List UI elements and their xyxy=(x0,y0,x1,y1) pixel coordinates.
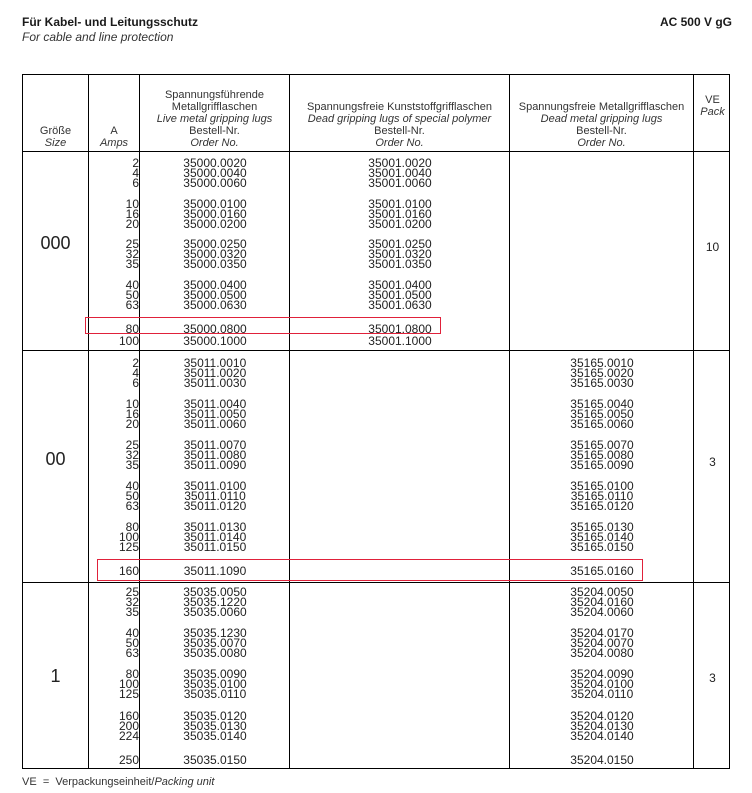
section-rule xyxy=(23,582,729,583)
amps-cell: 6 xyxy=(132,376,139,390)
order-number: 35011.0030 xyxy=(183,376,247,390)
order-number: 35035.0110 xyxy=(183,687,247,701)
amps-cell: 224 xyxy=(118,729,139,743)
order-number: 35165.0080 xyxy=(570,448,634,462)
group-live xyxy=(140,481,290,511)
group-metal xyxy=(510,628,694,658)
order-number: 35000.0200 xyxy=(183,217,247,231)
order-number: 35204.0070 xyxy=(570,636,634,650)
group-metal xyxy=(510,399,694,429)
order-number: 35165.0120 xyxy=(570,499,634,513)
highlight-amps-cell: 80 xyxy=(125,322,139,336)
amps-cell: 125 xyxy=(118,687,139,701)
amps-cell: 10 xyxy=(125,197,139,211)
group-live xyxy=(140,358,290,388)
footer-de: Verpackungseinheit/ xyxy=(55,776,155,788)
order-number: 35165.0020 xyxy=(570,366,634,380)
order-number: 35165.0040 xyxy=(570,397,634,411)
header-amps-de: A xyxy=(110,125,118,137)
last-order-number: 35204.0150 xyxy=(570,753,634,767)
pack-1: 3 xyxy=(709,671,716,685)
amps-cell: 32 xyxy=(125,595,139,609)
header-metal xyxy=(510,75,693,151)
order-number: 35011.0010 xyxy=(183,356,247,370)
order-number: 35035.0070 xyxy=(183,636,247,650)
header-metal-order-en: Order No. xyxy=(577,137,626,149)
group-polymer xyxy=(290,280,510,310)
header-rating: AC 500 V gG xyxy=(659,15,732,29)
header-subtitle: For cable and line protection xyxy=(22,30,174,44)
order-number: 35204.0100 xyxy=(570,677,634,691)
pack-00: 3 xyxy=(709,455,716,469)
header-rule xyxy=(23,151,729,152)
order-number: 35000.0020 xyxy=(183,156,247,170)
header-amps xyxy=(89,75,139,151)
order-number: 35001.0160 xyxy=(368,207,432,221)
highlight-order-number: 35000.0800 xyxy=(183,322,247,336)
amps-cell: 10 xyxy=(125,397,139,411)
header-metal-order-de: Bestell-Nr. xyxy=(576,125,627,137)
group-amps xyxy=(89,669,139,699)
order-number: 35011.0080 xyxy=(183,448,247,462)
order-number: 35000.0250 xyxy=(183,237,247,251)
group-amps xyxy=(89,358,139,388)
group-amps xyxy=(89,280,139,310)
order-number: 35165.0030 xyxy=(570,376,634,390)
order-number: 35204.0130 xyxy=(570,719,634,733)
order-number: 35000.0350 xyxy=(183,257,247,271)
group-amps xyxy=(89,239,139,269)
order-number: 35000.0320 xyxy=(183,247,247,261)
order-number: 35165.0010 xyxy=(570,356,634,370)
header-pack-de: VE xyxy=(705,94,720,106)
order-number: 35011.0050 xyxy=(183,407,247,421)
order-number: 35035.0050 xyxy=(183,585,247,599)
header-title: Für Kabel- und Leitungsschutz xyxy=(22,15,198,29)
group-polymer xyxy=(290,239,510,269)
order-number: 35035.0120 xyxy=(183,709,247,723)
amps-cell: 25 xyxy=(125,585,139,599)
order-number: 35011.0100 xyxy=(183,479,247,493)
header-size xyxy=(23,75,88,151)
order-number: 35000.0500 xyxy=(183,288,247,302)
group-live xyxy=(140,522,290,552)
amps-cell: 35 xyxy=(125,458,139,472)
group-live xyxy=(140,280,290,310)
group-amps xyxy=(89,587,139,617)
header-polymer-en: Dead gripping lugs of special polymer xyxy=(307,113,492,125)
group-amps xyxy=(89,711,139,741)
order-number: 35204.0110 xyxy=(570,687,634,701)
group-live xyxy=(140,199,290,229)
amps-cell: 4 xyxy=(132,166,139,180)
order-number: 35165.0050 xyxy=(570,407,634,421)
highlight-amps-cell: 160 xyxy=(118,564,139,578)
group-live xyxy=(140,711,290,741)
order-number: 35035.0060 xyxy=(183,605,247,619)
order-number: 35204.0060 xyxy=(570,605,634,619)
order-number: 35165.0090 xyxy=(570,458,634,472)
amps-cell: 125 xyxy=(118,540,139,554)
order-number: 35001.0320 xyxy=(368,247,432,261)
amps-cell: 40 xyxy=(125,626,139,640)
order-number: 35011.0120 xyxy=(183,499,247,513)
order-number: 35001.0250 xyxy=(368,237,432,251)
order-number: 35011.0020 xyxy=(183,366,247,380)
order-number: 35001.0200 xyxy=(368,217,432,231)
group-metal xyxy=(510,358,694,388)
group-polymer xyxy=(290,158,510,188)
group-metal xyxy=(510,481,694,511)
header-polymer-order-en: Order No. xyxy=(375,137,424,149)
order-number: 35001.0040 xyxy=(368,166,432,180)
highlight-order-number: 35165.0160 xyxy=(570,564,634,578)
order-number: 35001.0400 xyxy=(368,278,432,292)
order-number: 35035.0080 xyxy=(183,646,247,660)
order-number: 35165.0110 xyxy=(570,489,634,503)
order-number: 35204.0120 xyxy=(570,709,634,723)
header-amps-en: Amps xyxy=(99,137,129,149)
order-number: 35204.0140 xyxy=(570,729,634,743)
group-amps xyxy=(89,199,139,229)
amps-cell: 160 xyxy=(118,709,139,723)
amps-cell: 80 xyxy=(125,667,139,681)
header-live-order-de: Bestell-Nr. xyxy=(189,125,240,137)
group-live xyxy=(140,440,290,470)
header-metal-l1: Spannungsfreie Metallgrifflaschen xyxy=(518,101,685,113)
header-metal-en: Dead metal gripping lugs xyxy=(540,113,663,125)
header-polymer-l1: Spannungsfreie Kunststoffgrifflaschen xyxy=(307,101,492,113)
header-polymer xyxy=(290,75,509,151)
amps-cell: 35 xyxy=(125,257,139,271)
order-number: 35011.0150 xyxy=(183,540,247,554)
order-number: 35035.1230 xyxy=(183,626,247,640)
amps-cell: 35 xyxy=(125,605,139,619)
group-amps xyxy=(89,628,139,658)
amps-cell: 32 xyxy=(125,448,139,462)
order-number: 35165.0150 xyxy=(570,540,634,554)
order-number: 35001.0630 xyxy=(368,298,432,312)
last-order-number: 35001.1000 xyxy=(368,334,432,348)
last-amps-cell: 100 xyxy=(118,334,139,348)
group-live xyxy=(140,669,290,699)
amps-cell: 50 xyxy=(125,288,139,302)
last-amps-cell: 250 xyxy=(118,753,139,767)
order-number: 35000.0100 xyxy=(183,197,247,211)
header-pack xyxy=(694,75,731,151)
header-live-l1: Spannungsführende xyxy=(164,89,265,101)
footer-legend xyxy=(22,776,214,788)
section-rule xyxy=(23,350,729,351)
order-number: 35000.0630 xyxy=(183,298,247,312)
group-live xyxy=(140,158,290,188)
order-number: 35204.0050 xyxy=(570,585,634,599)
footer-abbr: VE xyxy=(22,776,37,788)
header-live xyxy=(140,75,289,151)
amps-cell: 63 xyxy=(125,646,139,660)
order-number: 35011.0140 xyxy=(183,530,247,544)
group-metal xyxy=(510,669,694,699)
highlight-order-number: 35001.0800 xyxy=(368,322,432,336)
group-amps xyxy=(89,481,139,511)
amps-cell: 63 xyxy=(125,298,139,312)
order-number: 35011.0070 xyxy=(183,438,247,452)
highlight-order-number: 35011.1090 xyxy=(183,564,247,578)
header-live-order-en: Order No. xyxy=(190,137,239,149)
last-order-number: 35035.0150 xyxy=(183,753,247,767)
amps-cell: 20 xyxy=(125,417,139,431)
order-number: 35011.0060 xyxy=(183,417,247,431)
order-number: 35001.0020 xyxy=(368,156,432,170)
amps-cell: 20 xyxy=(125,217,139,231)
amps-cell: 40 xyxy=(125,479,139,493)
order-number: 35000.0160 xyxy=(183,207,247,221)
group-amps xyxy=(89,440,139,470)
order-number: 35035.0090 xyxy=(183,667,247,681)
order-number: 35011.0130 xyxy=(183,520,247,534)
header-size-de: Größe xyxy=(39,125,72,137)
order-number: 35204.0170 xyxy=(570,626,634,640)
amps-cell: 80 xyxy=(125,520,139,534)
group-metal xyxy=(510,522,694,552)
amps-cell: 63 xyxy=(125,499,139,513)
order-number: 35011.0110 xyxy=(184,489,246,503)
order-number: 35165.0130 xyxy=(570,520,634,534)
size-00: 00 xyxy=(45,449,66,469)
group-metal xyxy=(510,587,694,617)
amps-cell: 25 xyxy=(125,237,139,251)
amps-cell: 16 xyxy=(125,407,139,421)
pack-000: 10 xyxy=(705,240,720,254)
amps-cell: 2 xyxy=(132,356,139,370)
order-number: 35000.0060 xyxy=(183,176,247,190)
header-pack-en: Pack xyxy=(700,106,725,118)
amps-cell: 100 xyxy=(118,677,139,691)
group-amps xyxy=(89,158,139,188)
amps-cell: 4 xyxy=(132,366,139,380)
order-number: 35000.0400 xyxy=(183,278,247,292)
amps-cell: 40 xyxy=(125,278,139,292)
order-number: 35035.0130 xyxy=(183,719,247,733)
amps-cell: 2 xyxy=(132,156,139,170)
group-live xyxy=(140,628,290,658)
group-amps xyxy=(89,522,139,552)
footer-en: Packing unit xyxy=(154,776,215,788)
order-number: 35165.0100 xyxy=(570,479,634,493)
order-number: 35165.0140 xyxy=(570,530,634,544)
group-live xyxy=(140,239,290,269)
order-number: 35165.0060 xyxy=(570,417,634,431)
amps-cell: 16 xyxy=(125,207,139,221)
order-number: 35001.0350 xyxy=(368,257,432,271)
order-number: 35011.0090 xyxy=(183,458,247,472)
amps-cell: 50 xyxy=(125,636,139,650)
group-live xyxy=(140,587,290,617)
order-number: 35035.1220 xyxy=(183,595,247,609)
amps-cell: 6 xyxy=(132,176,139,190)
order-number: 35035.0140 xyxy=(183,729,247,743)
order-number: 35035.0100 xyxy=(183,677,247,691)
footer-eq: = xyxy=(42,776,50,788)
group-metal xyxy=(510,711,694,741)
order-number: 35204.0160 xyxy=(570,595,634,609)
amps-cell: 50 xyxy=(125,489,139,503)
group-amps xyxy=(89,399,139,429)
order-number: 35001.0500 xyxy=(368,288,432,302)
header-size-en: Size xyxy=(44,137,67,149)
order-number: 35204.0090 xyxy=(570,667,634,681)
order-number: 35204.0080 xyxy=(570,646,634,660)
header-live-en: Live metal gripping lugs xyxy=(156,113,273,125)
order-number: 35000.0040 xyxy=(183,166,247,180)
group-live xyxy=(140,399,290,429)
size-1: 1 xyxy=(50,666,61,686)
order-number: 35001.0060 xyxy=(368,176,432,190)
group-polymer xyxy=(290,199,510,229)
header-live-l2: Metallgrifflaschen xyxy=(171,101,258,113)
group-metal xyxy=(510,440,694,470)
amps-cell: 32 xyxy=(125,247,139,261)
product-table xyxy=(22,74,730,769)
header-polymer-order-de: Bestell-Nr. xyxy=(374,125,425,137)
order-number: 35001.0100 xyxy=(368,197,432,211)
last-order-number: 35000.1000 xyxy=(183,334,247,348)
amps-cell: 25 xyxy=(125,438,139,452)
size-000: 000 xyxy=(40,233,71,253)
amps-cell: 100 xyxy=(118,530,139,544)
order-number: 35165.0070 xyxy=(570,438,634,452)
amps-cell: 200 xyxy=(118,719,139,733)
order-number: 35011.0040 xyxy=(183,397,247,411)
